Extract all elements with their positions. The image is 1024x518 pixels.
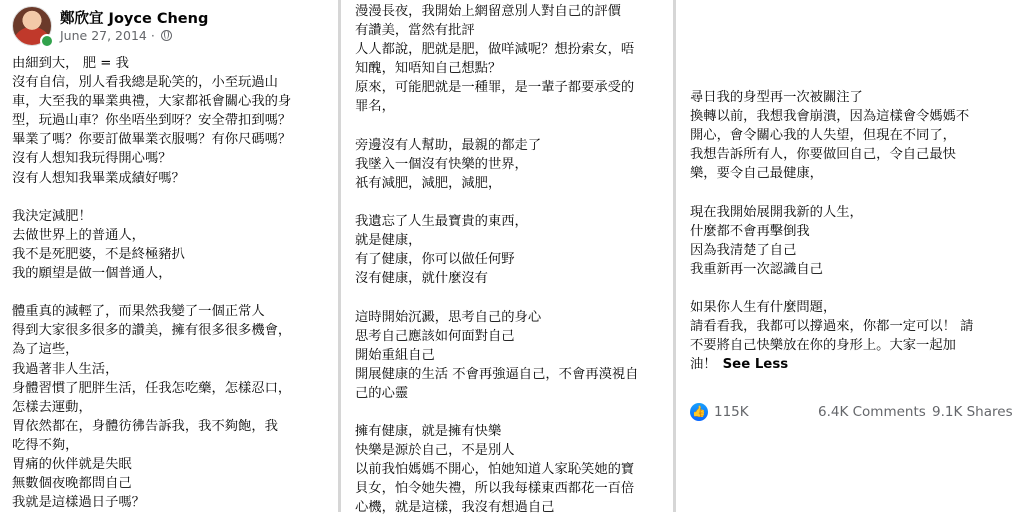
post-text-line: 沒有健康，就什麼沒有	[355, 271, 488, 287]
post-text-line: 因為我清楚了自己	[690, 242, 797, 258]
post-column-1	[0, 0, 338, 512]
post-text-line: 無數個夜晚都問自己	[12, 476, 132, 492]
paragraph-spacer	[12, 188, 291, 207]
post-text-line: 請看看我，我都可以撐過來，你都一定可以！ 請	[690, 319, 974, 335]
paragraph-spacer	[355, 117, 638, 136]
post-text-line: 我重新再一次認識自己	[690, 261, 823, 277]
paragraph-spacer	[12, 283, 291, 302]
post-text-line: 去做世界上的普通人，	[12, 227, 145, 243]
post-date-text[interactable]: June 27, 2014 ·	[60, 28, 159, 43]
post-text-line: 我想告訴所有人，你要做回自己，令自己最快	[690, 147, 956, 163]
post-text-line: 己的心靈	[355, 385, 409, 401]
post-text-line: 車，大至我的畢業典禮，大家都祇會關心我的身	[12, 94, 292, 110]
post-text-line: 思考自己應該如何面對自己	[355, 328, 515, 344]
post-text-line: 有讚美，當然有批評	[355, 23, 475, 39]
post-text-line: 為了這些，	[12, 342, 79, 358]
post-text-line: 開展健康的生活 不會再強逼自己，不會再漠視自	[355, 366, 639, 382]
post-text-line: 開心，會令關心我的人失望，但現在不同了，	[690, 128, 956, 144]
post-text-line: 旁邊沒有人幫助，最親的都走了	[355, 137, 542, 153]
post-text-line: 我墜入一個沒有快樂的世界，	[355, 156, 528, 172]
post-text-line: 如果你人生有什麼問題，	[690, 300, 837, 316]
post-text-line: 我過著非人生活，	[12, 361, 119, 377]
post-text-ending: 油！	[690, 357, 717, 373]
post-text-part-2	[355, 2, 638, 518]
paragraph-spacer	[355, 193, 638, 212]
post-text-line: 我決定減肥！	[12, 208, 92, 224]
post-text-line: 畢業了嗎？你要訂做畢業衣服嗎？有你尺碼嗎？	[12, 132, 292, 148]
paragraph-spacer	[690, 279, 973, 298]
post-text-line: 身體習慣了肥胖生活，任我怎吃藥，怎樣忍口，	[12, 380, 292, 396]
post-text-line: 擁有健康，就是擁有快樂	[355, 424, 502, 440]
post-text-line: 什麼都不會再擊倒我	[690, 223, 810, 239]
globe-icon	[161, 30, 172, 41]
see-less-link[interactable]: See Less	[722, 357, 789, 373]
post-text-line: 現在我開始展開我新的人生，	[690, 204, 863, 220]
post-text-line: 漫漫長夜，我開始上網留意別人對自己的評價	[355, 4, 621, 19]
post-text-line: 貝女，怕令她失禮，所以我每樣東西都花一百倍	[355, 481, 635, 497]
post-text-part-3	[690, 88, 973, 374]
post-text-line: 原來，可能肥就是一種罪，是一輩子都要承受的	[355, 80, 635, 96]
author-name[interactable]: 鄭欣宜 Joyce Cheng	[60, 11, 209, 27]
post-text-line: 怎樣去運動，	[12, 399, 92, 415]
post-date[interactable]	[60, 28, 172, 43]
post-text-line: 吃得不夠，	[12, 437, 79, 453]
online-status-dot	[40, 34, 54, 48]
thumbs-up-icon[interactable]: 👍	[690, 403, 708, 421]
post-header	[12, 6, 322, 46]
post-text-line: 尋日我的身型再一次被關注了	[690, 90, 863, 105]
post-text-line: 祇有減肥，減肥，減肥，	[355, 175, 502, 191]
post-text-line: 開始重組自己	[355, 347, 435, 363]
post-text-line: 換轉以前，我想我會崩潰，因為這樣會令媽媽不	[690, 109, 970, 125]
post-text-line: 我就是這樣過日子嗎？	[12, 495, 145, 511]
post-column-2	[341, 0, 673, 516]
reaction-stats-bar	[690, 402, 1016, 424]
post-text-line: 我遺忘了人生最寶貴的東西，	[355, 214, 528, 230]
post-text-line: 沒有人想知我畢業成績好嗎？	[12, 170, 185, 186]
post-text-line: 沒有自信，別人看我總是恥笑的，小至玩過山	[12, 75, 278, 91]
post-text-line: 以前我怕媽媽不開心，怕她知道人家恥笑她的寶	[355, 462, 635, 478]
comments-count[interactable]: 6.4K Comments	[818, 404, 926, 420]
post-text-line: 罪名，	[355, 99, 395, 115]
post-text-line: 體重真的減輕了，而果然我變了一個正常人	[12, 304, 265, 320]
paragraph-spacer	[355, 403, 638, 422]
post-text-line: 知醜，知唔知自己想點？	[355, 61, 502, 77]
post-text-line: 沒有人想知我玩得開心嗎？	[12, 151, 172, 167]
post-text-line: 這時開始沉澱，思考自己的身心	[355, 309, 542, 325]
post-text-line: 型，玩過山車？你坐唔坐到呀？安全帶扣到嗎？	[12, 113, 292, 129]
post-text-line: 我不是死肥婆，不是終極豬扒	[12, 246, 185, 262]
post-text-line: 不要將自己快樂放在你的身形上。大家一起加	[690, 338, 956, 354]
post-text-part-1	[12, 54, 291, 512]
post-text-line: 胃痛的伙伴就是失眠	[12, 456, 132, 472]
post-text-line: 心機，就是這樣，我沒有想過自己	[355, 500, 555, 516]
post-text-line: 我的願望是做一個普通人，	[12, 266, 172, 282]
post-column-3	[676, 0, 1024, 512]
post-text-line: 得到大家很多很多的讚美，擁有很多很多機會，	[12, 323, 292, 339]
post-text-line: 人人都說，肥就是肥，做咩減呢？想扮索女，唔	[355, 42, 635, 58]
likes-count[interactable]: 115K	[714, 404, 749, 420]
post-text-line: 就是健康，	[355, 233, 422, 249]
post-text-line: 樂，要令自己最健康，	[690, 166, 823, 182]
post-text-line: 快樂是源於自己，不是別人	[355, 443, 515, 459]
post-text-line: 胃依然都在，身體彷彿告訴我，我不夠飽，我	[12, 418, 278, 434]
post-text-line: 由細到大， 肥 = 我	[12, 56, 129, 71]
paragraph-spacer	[690, 183, 973, 202]
shares-count[interactable]: 9.1K Shares	[932, 404, 1013, 420]
paragraph-spacer	[355, 288, 638, 307]
post-text-line	[690, 355, 973, 374]
post-text-line: 有了健康，你可以做任何野	[355, 252, 515, 268]
